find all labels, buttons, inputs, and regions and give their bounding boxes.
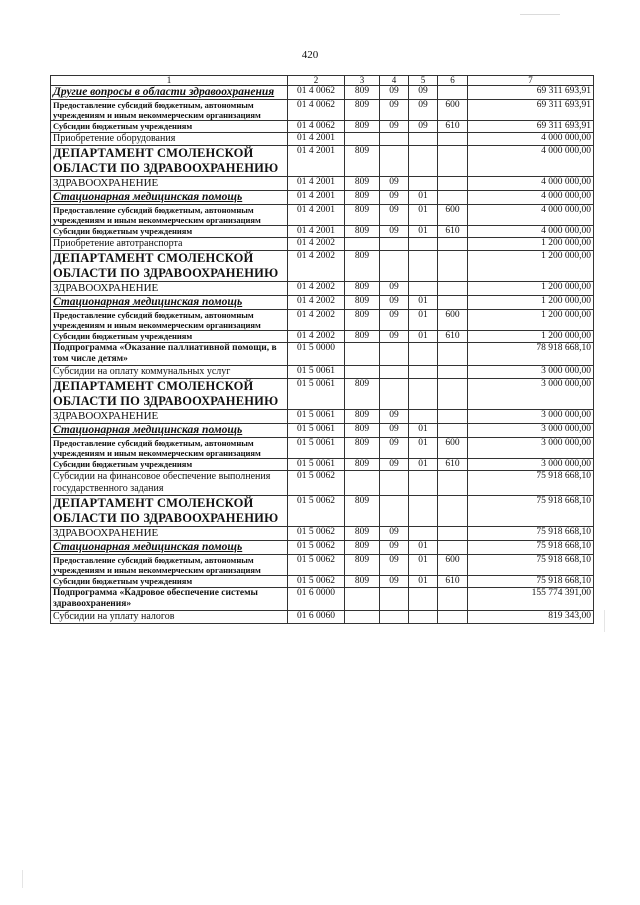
section-code	[380, 366, 409, 379]
row-name: Стационарная медицинская помощь	[51, 296, 288, 310]
target-code: 01 5 0061	[288, 366, 345, 379]
expense-type-code	[438, 191, 468, 205]
table-row	[51, 555, 594, 576]
ministry-code: 809	[345, 86, 380, 100]
ministry-code: 809	[345, 410, 380, 424]
row-name: ДЕПАРТАМЕНТ СМОЛЕНСКОЙ ОБЛАСТИ ПО ЗДРАВООХРАНЕНИЮ	[51, 146, 288, 177]
expense-type-code: 610	[438, 459, 468, 471]
table-row	[51, 226, 594, 238]
ministry-code	[345, 343, 380, 366]
ministry-code: 809	[345, 438, 380, 459]
row-name: ЗДРАВООХРАНЕНИЕ	[51, 410, 288, 424]
subsection-code	[409, 471, 438, 496]
table-row	[51, 541, 594, 555]
target-code: 01 4 2002	[288, 238, 345, 251]
amount: 75 918 668,10	[468, 471, 594, 496]
table-row	[51, 410, 594, 424]
section-code: 09	[380, 177, 409, 191]
section-code	[380, 146, 409, 177]
table-row	[51, 133, 594, 146]
subsection-code	[409, 611, 438, 624]
target-code: 01 5 0062	[288, 576, 345, 588]
table-row	[51, 343, 594, 366]
amount: 4 000 000,00	[468, 146, 594, 177]
ministry-code: 809	[345, 251, 380, 282]
expense-type-code	[438, 410, 468, 424]
subsection-code: 01	[409, 296, 438, 310]
expense-type-code: 610	[438, 576, 468, 588]
target-code: 01 4 0062	[288, 100, 345, 121]
column-number: 1	[51, 76, 288, 86]
subsection-code: 01	[409, 191, 438, 205]
section-code: 09	[380, 424, 409, 438]
amount: 69 311 693,91	[468, 100, 594, 121]
expense-type-code	[438, 146, 468, 177]
expense-type-code	[438, 177, 468, 191]
page-number: 420	[301, 49, 319, 61]
expense-type-code: 600	[438, 555, 468, 576]
section-code	[380, 343, 409, 366]
target-code: 01 5 0061	[288, 379, 345, 410]
ministry-code: 809	[345, 100, 380, 121]
ministry-code: 809	[345, 379, 380, 410]
subsection-code	[409, 410, 438, 424]
amount: 78 918 668,10	[468, 343, 594, 366]
table-row	[51, 191, 594, 205]
section-code	[380, 471, 409, 496]
expense-type-code	[438, 496, 468, 527]
subsection-code	[409, 343, 438, 366]
table-row	[51, 146, 594, 177]
target-code: 01 6 0060	[288, 611, 345, 624]
subsection-code	[409, 379, 438, 410]
amount: 3 000 000,00	[468, 366, 594, 379]
table-row	[51, 282, 594, 296]
section-code: 09	[380, 576, 409, 588]
ministry-code: 809	[345, 146, 380, 177]
target-code: 01 5 0062	[288, 555, 345, 576]
target-code: 01 5 0061	[288, 459, 345, 471]
column-number: 2	[288, 76, 345, 86]
expense-type-code	[438, 133, 468, 146]
section-code	[380, 496, 409, 527]
budget-table	[50, 75, 594, 624]
row-name: Субсидии бюджетным учреждениям	[51, 121, 288, 133]
ministry-code	[345, 611, 380, 624]
row-name: Субсидии на финансовое обеспечение выполнения государственного задания	[51, 471, 288, 496]
section-code: 09	[380, 459, 409, 471]
row-name: Субсидии на уплату налогов	[51, 611, 288, 624]
ministry-code: 809	[345, 527, 380, 541]
row-name: Субсидии бюджетным учреждениям	[51, 459, 288, 471]
table-row	[51, 496, 594, 527]
row-name: ДЕПАРТАМЕНТ СМОЛЕНСКОЙ ОБЛАСТИ ПО ЗДРАВООХРАНЕНИЮ	[51, 251, 288, 282]
section-code: 09	[380, 527, 409, 541]
ministry-code	[345, 238, 380, 251]
target-code: 01 5 0061	[288, 438, 345, 459]
amount: 155 774 391,00	[468, 588, 594, 611]
table-row	[51, 331, 594, 343]
target-code: 01 4 2002	[288, 296, 345, 310]
subsection-code	[409, 527, 438, 541]
ministry-code: 809	[345, 205, 380, 226]
target-code: 01 4 2001	[288, 177, 345, 191]
table-row	[51, 100, 594, 121]
table-row	[51, 576, 594, 588]
expense-type-code	[438, 366, 468, 379]
expense-type-code	[438, 343, 468, 366]
section-code: 09	[380, 555, 409, 576]
row-name: Предоставление субсидий бюджетным, автономным учреждениям и иным некоммерческим организациям	[51, 438, 288, 459]
expense-type-code: 600	[438, 100, 468, 121]
ministry-code: 809	[345, 555, 380, 576]
row-name: Субсидии на оплату коммунальных услуг	[51, 366, 288, 379]
expense-type-code: 610	[438, 226, 468, 238]
target-code: 01 4 2001	[288, 133, 345, 146]
expense-type-code	[438, 471, 468, 496]
target-code: 01 5 0061	[288, 410, 345, 424]
amount: 4 000 000,00	[468, 191, 594, 205]
amount: 75 918 668,10	[468, 541, 594, 555]
expense-type-code: 610	[438, 331, 468, 343]
subsection-code	[409, 282, 438, 296]
column-number: 4	[380, 76, 409, 86]
target-code: 01 4 0062	[288, 121, 345, 133]
row-name: ДЕПАРТАМЕНТ СМОЛЕНСКОЙ ОБЛАСТИ ПО ЗДРАВООХРАНЕНИЮ	[51, 379, 288, 410]
row-name: Стационарная медицинская помощь	[51, 424, 288, 438]
amount: 3 000 000,00	[468, 424, 594, 438]
subsection-code: 09	[409, 121, 438, 133]
row-name: Предоставление субсидий бюджетным, автономным учреждениям и иным некоммерческим организациям	[51, 310, 288, 331]
expense-type-code	[438, 238, 468, 251]
expense-type-code	[438, 611, 468, 624]
row-name: Подпрограмма «Оказание паллиативной помощи, в том числе детям»	[51, 343, 288, 366]
subsection-code: 01	[409, 310, 438, 331]
subsection-code	[409, 133, 438, 146]
subsection-code	[409, 496, 438, 527]
ministry-code: 809	[345, 191, 380, 205]
table-row	[51, 296, 594, 310]
amount: 4 000 000,00	[468, 133, 594, 146]
target-code: 01 4 2001	[288, 146, 345, 177]
subsection-code	[409, 238, 438, 251]
subsection-code: 01	[409, 226, 438, 238]
target-code: 01 4 2002	[288, 282, 345, 296]
amount: 4 000 000,00	[468, 177, 594, 191]
table-row	[51, 588, 594, 611]
ministry-code	[345, 366, 380, 379]
amount: 3 000 000,00	[468, 438, 594, 459]
amount: 75 918 668,10	[468, 555, 594, 576]
subsection-code: 01	[409, 331, 438, 343]
subsection-code	[409, 588, 438, 611]
section-code	[380, 379, 409, 410]
table-row	[51, 205, 594, 226]
table-row	[51, 177, 594, 191]
amount: 1 200 000,00	[468, 331, 594, 343]
ministry-code: 809	[345, 177, 380, 191]
target-code: 01 5 0062	[288, 496, 345, 527]
section-code: 09	[380, 86, 409, 100]
column-number: 5	[409, 76, 438, 86]
expense-type-code	[438, 86, 468, 100]
amount: 4 000 000,00	[468, 226, 594, 238]
subsection-code: 01	[409, 576, 438, 588]
subsection-code: 01	[409, 424, 438, 438]
expense-type-code	[438, 296, 468, 310]
expense-type-code: 610	[438, 121, 468, 133]
table-row	[51, 459, 594, 471]
target-code: 01 5 0062	[288, 541, 345, 555]
target-code: 01 5 0000	[288, 343, 345, 366]
expense-type-code: 600	[438, 310, 468, 331]
expense-type-code	[438, 424, 468, 438]
section-code: 09	[380, 226, 409, 238]
ministry-code: 809	[345, 496, 380, 527]
ministry-code: 809	[345, 541, 380, 555]
column-number: 6	[438, 76, 468, 86]
row-name: Субсидии бюджетным учреждениям	[51, 226, 288, 238]
column-number: 7	[468, 76, 594, 86]
target-code: 01 4 2001	[288, 205, 345, 226]
row-name: Субсидии бюджетным учреждениям	[51, 331, 288, 343]
row-name: Предоставление субсидий бюджетным, автономным учреждениям и иным некоммерческим организациям	[51, 100, 288, 121]
table-row	[51, 379, 594, 410]
ministry-code: 809	[345, 226, 380, 238]
amount: 3 000 000,00	[468, 379, 594, 410]
section-code: 09	[380, 541, 409, 555]
section-code: 09	[380, 205, 409, 226]
amount: 75 918 668,10	[468, 527, 594, 541]
amount: 3 000 000,00	[468, 459, 594, 471]
section-code: 09	[380, 100, 409, 121]
amount: 1 200 000,00	[468, 251, 594, 282]
table-row	[51, 471, 594, 496]
subsection-code: 01	[409, 205, 438, 226]
row-name: Стационарная медицинская помощь	[51, 191, 288, 205]
target-code: 01 4 2001	[288, 191, 345, 205]
amount: 75 918 668,10	[468, 496, 594, 527]
amount: 3 000 000,00	[468, 410, 594, 424]
ministry-code	[345, 471, 380, 496]
section-code: 09	[380, 191, 409, 205]
expense-type-code	[438, 282, 468, 296]
section-code	[380, 611, 409, 624]
table-row	[51, 238, 594, 251]
ministry-code: 809	[345, 121, 380, 133]
table-row	[51, 527, 594, 541]
subsection-code	[409, 146, 438, 177]
row-name: Приобретение автотранспорта	[51, 238, 288, 251]
row-name: Стационарная медицинская помощь	[51, 541, 288, 555]
amount: 1 200 000,00	[468, 310, 594, 331]
expense-type-code	[438, 251, 468, 282]
row-name: Субсидии бюджетным учреждениям	[51, 576, 288, 588]
amount: 4 000 000,00	[468, 205, 594, 226]
ministry-code: 809	[345, 331, 380, 343]
row-name: ДЕПАРТАМЕНТ СМОЛЕНСКОЙ ОБЛАСТИ ПО ЗДРАВООХРАНЕНИЮ	[51, 496, 288, 527]
target-code: 01 4 2002	[288, 251, 345, 282]
row-name: Предоставление субсидий бюджетным, автономным учреждениям и иным некоммерческим организациям	[51, 205, 288, 226]
row-name: Подпрограмма «Кадровое обеспечение системы здравоохранения»	[51, 588, 288, 611]
subsection-code: 01	[409, 555, 438, 576]
expense-type-code	[438, 588, 468, 611]
subsection-code	[409, 177, 438, 191]
table-row	[51, 424, 594, 438]
table-row	[51, 438, 594, 459]
ministry-code: 809	[345, 576, 380, 588]
subsection-code: 01	[409, 459, 438, 471]
scan-speck	[520, 14, 560, 15]
target-code: 01 4 2001	[288, 226, 345, 238]
ministry-code	[345, 588, 380, 611]
amount: 75 918 668,10	[468, 576, 594, 588]
ministry-code: 809	[345, 310, 380, 331]
expense-type-code: 600	[438, 438, 468, 459]
section-code	[380, 238, 409, 251]
target-code: 01 5 0062	[288, 471, 345, 496]
expense-type-code	[438, 541, 468, 555]
section-code: 09	[380, 310, 409, 331]
target-code: 01 6 0000	[288, 588, 345, 611]
row-name: Другие вопросы в области здравоохранения	[51, 86, 288, 100]
subsection-code: 09	[409, 100, 438, 121]
expense-type-code: 600	[438, 205, 468, 226]
amount: 69 311 693,91	[468, 86, 594, 100]
section-code: 09	[380, 296, 409, 310]
ministry-code: 809	[345, 424, 380, 438]
target-code: 01 4 2002	[288, 310, 345, 331]
section-code	[380, 588, 409, 611]
table-row	[51, 121, 594, 133]
table-row	[51, 611, 594, 624]
amount: 819 343,00	[468, 611, 594, 624]
table-row	[51, 251, 594, 282]
scan-speck	[22, 870, 23, 888]
target-code: 01 4 0062	[288, 86, 345, 100]
table-row	[51, 310, 594, 331]
subsection-code: 01	[409, 438, 438, 459]
expense-type-code	[438, 527, 468, 541]
section-code: 09	[380, 438, 409, 459]
amount: 69 311 693,91	[468, 121, 594, 133]
target-code: 01 4 2002	[288, 331, 345, 343]
section-code	[380, 251, 409, 282]
column-number-row	[51, 76, 594, 86]
section-code: 09	[380, 331, 409, 343]
row-name: Предоставление субсидий бюджетным, автономным учреждениям и иным некоммерческим организациям	[51, 555, 288, 576]
amount: 1 200 000,00	[468, 282, 594, 296]
table-row	[51, 86, 594, 100]
target-code: 01 5 0061	[288, 424, 345, 438]
section-code	[380, 133, 409, 146]
amount: 1 200 000,00	[468, 296, 594, 310]
scan-speck	[604, 610, 605, 632]
column-number: 3	[345, 76, 380, 86]
amount: 1 200 000,00	[468, 238, 594, 251]
ministry-code: 809	[345, 296, 380, 310]
ministry-code: 809	[345, 282, 380, 296]
row-name: ЗДРАВООХРАНЕНИЕ	[51, 282, 288, 296]
table-row	[51, 366, 594, 379]
subsection-code	[409, 366, 438, 379]
section-code: 09	[380, 410, 409, 424]
row-name: ЗДРАВООХРАНЕНИЕ	[51, 527, 288, 541]
subsection-code	[409, 251, 438, 282]
row-name: ЗДРАВООХРАНЕНИЕ	[51, 177, 288, 191]
section-code: 09	[380, 282, 409, 296]
target-code: 01 5 0062	[288, 527, 345, 541]
ministry-code: 809	[345, 459, 380, 471]
subsection-code: 09	[409, 86, 438, 100]
ministry-code	[345, 133, 380, 146]
expense-type-code	[438, 379, 468, 410]
subsection-code: 01	[409, 541, 438, 555]
row-name: Приобретение оборудования	[51, 133, 288, 146]
section-code: 09	[380, 121, 409, 133]
